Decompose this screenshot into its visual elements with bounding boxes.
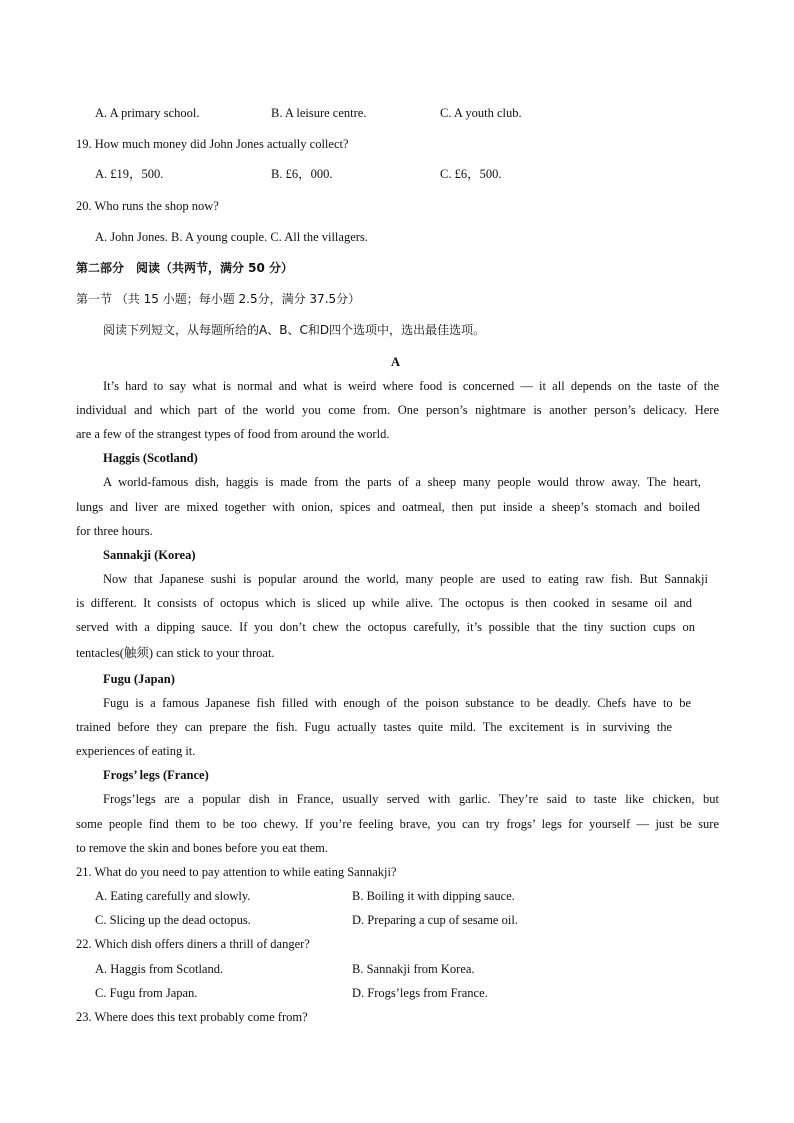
q21-option-c: C. Slicing up the dead octopus. xyxy=(95,913,251,927)
q21-option-d: D. Preparing a cup of sesame oil. xyxy=(352,913,518,927)
part2-heading: 第二部分 阅读（共两节，满分 50 分） xyxy=(76,261,294,275)
q21-question: 21. What do you need to pay attention to while eating Sannakji? xyxy=(76,865,397,879)
q22-option-d: D. Frogs’legs from France. xyxy=(352,986,488,1000)
q19-question: 19. How much money did John Jones actually collect? xyxy=(76,137,349,151)
q21-option-b: B. Boiling it with dipping sauce. xyxy=(352,889,515,903)
passage-letter: A xyxy=(391,355,401,369)
q20-question: 20. Who runs the shop now? xyxy=(76,199,219,213)
intro-line-2: individual and which part of the world you come from. One person’s nightmare is another person’s delicacy. Here xyxy=(76,403,719,417)
reading-instruction: 阅读下列短文，从每题所给的A、B、C和D四个选项中，选出最佳选项。 xyxy=(103,323,486,337)
q23-question: 23. Where does this text probably come from? xyxy=(76,1010,308,1024)
haggis-title: Haggis (Scotland) xyxy=(103,451,198,465)
sannakji-line-3: served with a dipping sauce. If you don’t chew the octopus carefully, it’s possible that the tiny suction cups on xyxy=(76,620,695,634)
section1-heading: 第一节 （共 15 小题；每小题 2.5分，满分 37.5分） xyxy=(76,292,361,306)
q19-option-a: A. £19，500. xyxy=(95,167,164,181)
q19-option-b: B. £6，000. xyxy=(271,167,333,181)
q22-option-a: A. Haggis from Scotland. xyxy=(95,962,224,976)
q18-option-a: A. A primary school. xyxy=(95,106,200,120)
fugu-title: Fugu (Japan) xyxy=(103,672,175,686)
frogs-line-3: to remove the skin and bones before you eat them. xyxy=(76,841,329,855)
q18-option-b: B. A leisure centre. xyxy=(271,106,367,120)
fugu-line-2: trained before they can prepare the fish. Fugu actually tastes quite mild. The excitement is in surviving the xyxy=(76,720,672,734)
intro-line-1: It’s hard to say what is normal and what is weird where food is concerned — it all depends on the taste of the xyxy=(103,379,719,393)
q22-option-b: B. Sannakji from Korea. xyxy=(352,962,475,976)
sannakji-line-4: tentacles(触须) can stick to your throat. xyxy=(76,646,275,660)
q22-question: 22. Which dish offers diners a thrill of danger? xyxy=(76,937,310,951)
fugu-line-3: experiences of eating it. xyxy=(76,744,196,758)
intro-line-3: are a few of the strangest types of food from around the world. xyxy=(76,427,390,441)
q22-option-c: C. Fugu from Japan. xyxy=(95,986,198,1000)
sannakji-line-2: is different. It consists of octopus which is sliced up while alive. The octopus is then cooked in sesame oil and xyxy=(76,596,692,610)
fugu-line-1: Fugu is a famous Japanese fish filled with enough of the poison substance to be deadly. Chefs have to be xyxy=(103,696,691,710)
frogs-line-2: some people find them to be too chewy. If you’re feeling brave, you can try frogs’ legs for yourself — just be sure xyxy=(76,817,719,831)
frogs-line-1: Frogs’legs are a popular dish in France, usually served with garlic. They’re said to taste like chicken, but xyxy=(103,792,719,806)
haggis-line-2: lungs and liver are mixed together with onion, spices and oatmeal, then put inside a sheep’s stomach and boiled xyxy=(76,500,700,514)
q19-option-c: C. £6，500. xyxy=(440,167,502,181)
frogs-title: Frogs’ legs (France) xyxy=(103,768,209,782)
q21-option-a: A. Eating carefully and slowly. xyxy=(95,889,251,903)
haggis-line-3: for three hours. xyxy=(76,524,153,538)
haggis-line-1: A world-famous dish, haggis is made from the parts of a sheep many people would throw away. The heart, xyxy=(103,475,701,489)
q20-options: A. John Jones. B. A young couple. C. All the villagers. xyxy=(95,230,368,244)
q18-option-c: C. A youth club. xyxy=(440,106,522,120)
sannakji-title: Sannakji (Korea) xyxy=(103,548,196,562)
sannakji-line-1: Now that Japanese sushi is popular around the world, many people are used to eating raw fish. But Sannakji xyxy=(103,572,708,586)
